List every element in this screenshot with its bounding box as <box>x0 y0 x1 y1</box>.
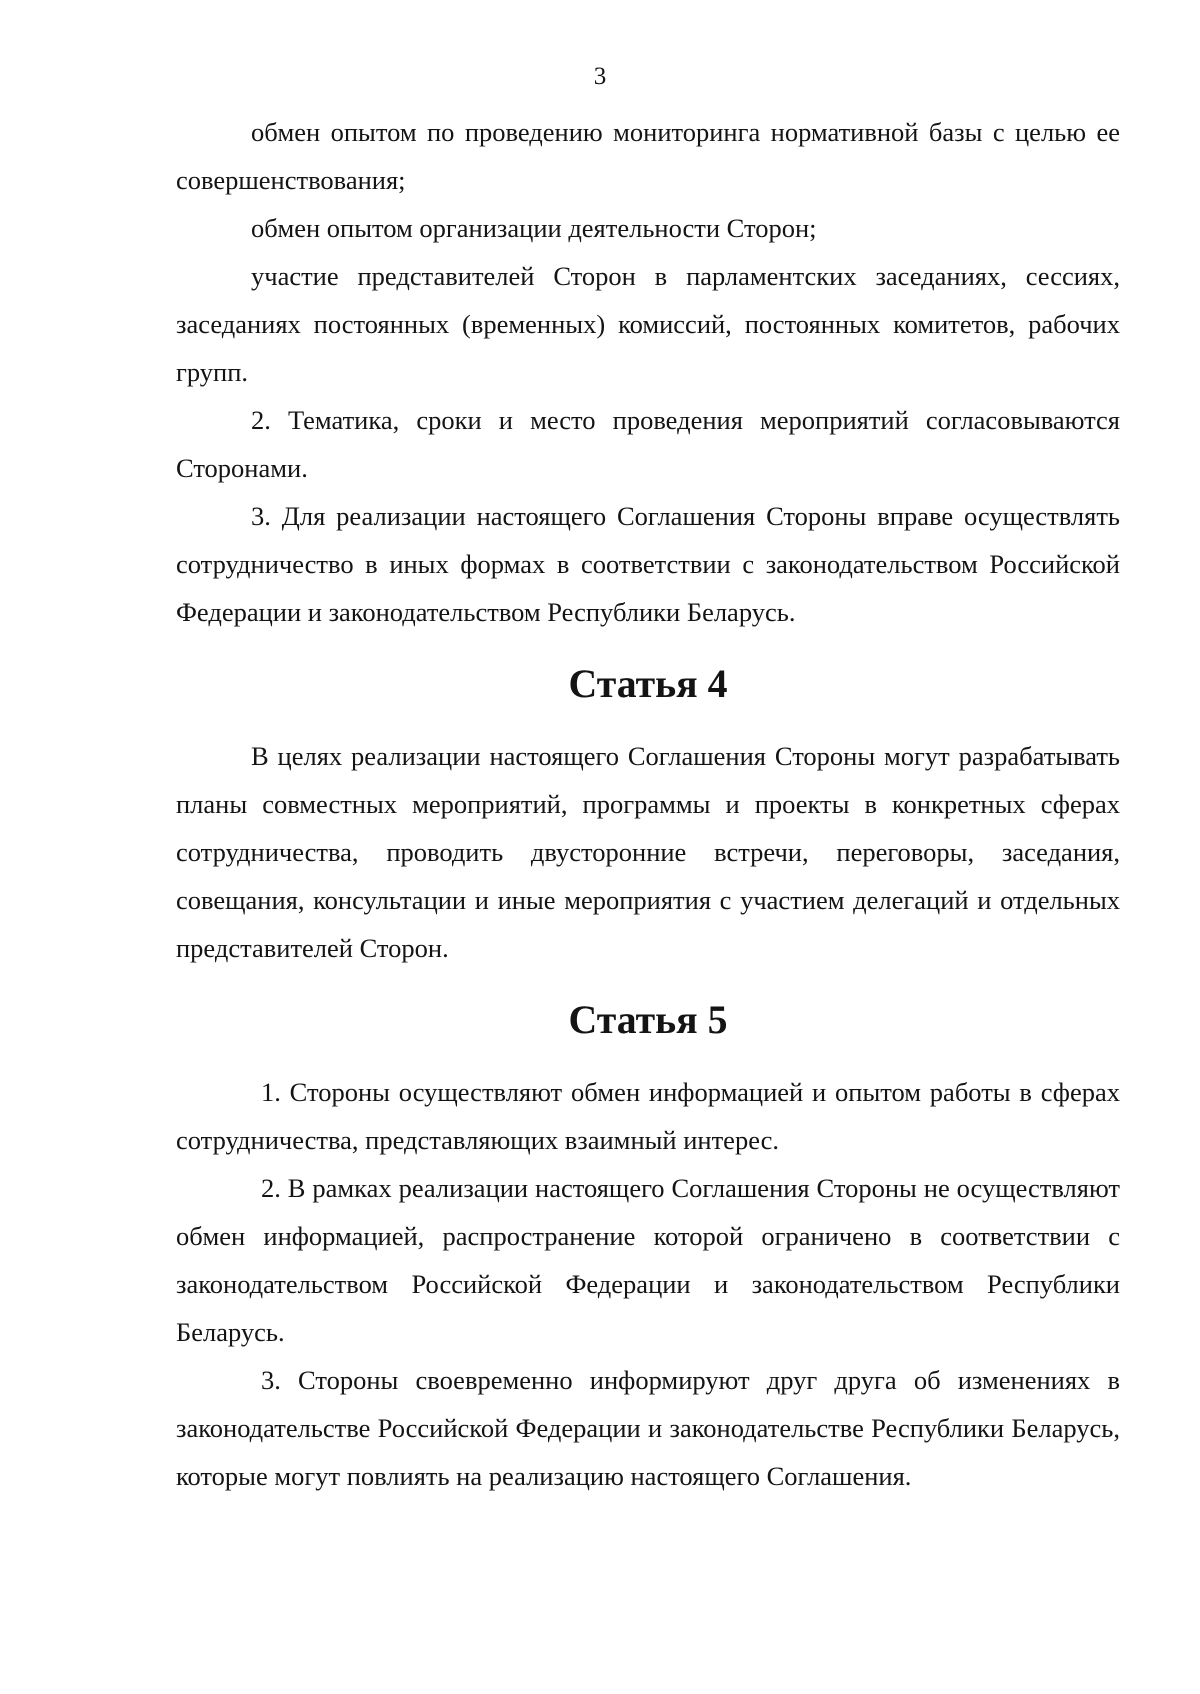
paragraph-monitoring-exchange: обмен опытом по проведению мониторинга нормативной базы с целью ее совершенствования; <box>176 117 1120 195</box>
document-body <box>176 108 1120 1500</box>
article-4-paragraph: В целях реализации настоящего Соглашения Стороны могут разрабатывать планы совместных мероприятий, программы и проекты в конкретных сферах сотрудничества, проводить двусторонние встречи, переговоры, заседания, совещания, консультации и иные мероприятия с участием делегаций и отдельных представителей Сторон. <box>176 741 1120 963</box>
paragraph-activity-exchange: обмен опытом организации деятельности Сторон; <box>251 213 817 243</box>
article-5-item-3: 3. Стороны своевременно информируют друг друга об изменениях в законодательстве Российской Федерации и законодательстве Республики Беларусь, которые могут повлиять на реализацию настоящего Соглашения. <box>176 1365 1120 1491</box>
article-5-item-1: 1. Стороны осуществляют обмен информацией и опытом работы в сферах сотрудничества, представляющих взаимный интерес. <box>176 1077 1120 1155</box>
page-number: 3 <box>593 63 607 90</box>
paragraph-item-3: 3. Для реализации настоящего Соглашения Стороны вправе осуществлять сотрудничество в иных формах в соответствии с законодательством Российской Федерации и законодательством Республики Беларусь. <box>176 501 1120 627</box>
paragraph-item-2: 2. Тематика, сроки и место проведения мероприятий согласовываются Сторонами. <box>176 405 1120 483</box>
article-5-item-2: 2. В рамках реализации настоящего Соглашения Стороны не осуществляют обмен информацией, распространение которой ограничено в соответствии с законодательством Российской Федерации и законодательством Республики Беларусь. <box>176 1173 1120 1347</box>
article-4-heading: Статья 4 <box>568 662 728 706</box>
article-5-heading: Статья 5 <box>568 998 728 1042</box>
paragraph-participation: участие представителей Сторон в парламентских заседаниях, сессиях, заседаниях постоянных (временных) комиссий, постоянных комитетов, рабочих групп. <box>176 261 1120 387</box>
